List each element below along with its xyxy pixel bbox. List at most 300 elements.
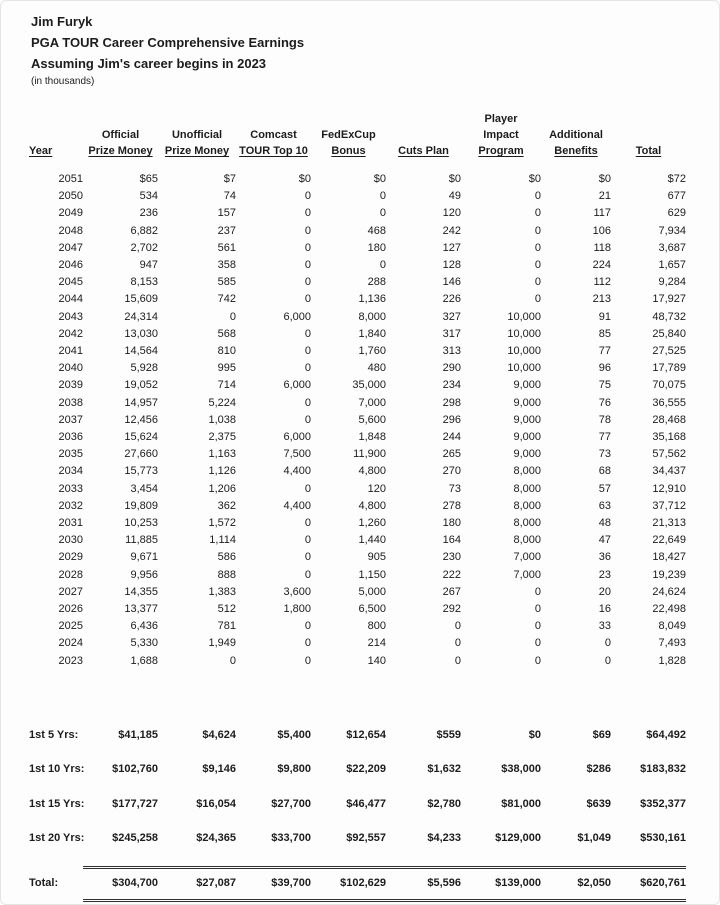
- value-cell: 23: [598, 568, 611, 581]
- value-cell: 0: [304, 327, 311, 340]
- value-cell: 14,957: [124, 396, 158, 409]
- value-cell: 3,687: [658, 241, 686, 254]
- year-cell: 2042: [58, 327, 83, 340]
- value-cell: 0: [304, 551, 311, 564]
- value-cell: 296: [442, 413, 461, 426]
- value-cell: 905: [367, 551, 386, 564]
- table-row: [29, 498, 686, 515]
- year-cell: 2033: [58, 482, 83, 495]
- column-header-additional-benefits: [541, 107, 611, 159]
- summary-value: $1,049: [577, 832, 611, 845]
- value-cell: 13,030: [124, 327, 158, 340]
- value-cell: 0: [454, 637, 461, 650]
- value-cell: 73: [448, 482, 461, 495]
- value-cell: 33: [598, 620, 611, 633]
- value-cell: 7,493: [658, 637, 686, 650]
- year-cell: 2025: [58, 620, 83, 633]
- value-cell: 164: [442, 534, 461, 547]
- value-cell: 36: [598, 551, 611, 564]
- value-cell: 1,383: [208, 585, 236, 598]
- value-cell: 7,000: [513, 568, 541, 581]
- year-cell: 2024: [58, 637, 83, 650]
- table-row: [29, 515, 686, 532]
- column-header-total: [611, 107, 686, 159]
- column-header-comcast-tour-top-10: [236, 107, 311, 159]
- value-cell: 0: [304, 517, 311, 530]
- value-cell: 1,150: [358, 568, 386, 581]
- summary-value: $102,760: [112, 763, 158, 776]
- value-cell: 888: [217, 568, 236, 581]
- summary-label: 1st 20 Yrs:: [29, 832, 85, 845]
- value-cell: 0: [534, 190, 541, 203]
- summary-value: $1,632: [427, 763, 461, 776]
- summary-value: $559: [436, 728, 461, 741]
- value-cell: 6,436: [130, 620, 158, 633]
- value-cell: 0: [304, 396, 311, 409]
- value-cell: 327: [442, 310, 461, 323]
- total-value: $39,700: [236, 867, 311, 900]
- value-cell: 3,454: [130, 482, 158, 495]
- value-cell: 5,224: [208, 396, 236, 409]
- year-cell: 2049: [58, 207, 83, 220]
- value-cell: 9,956: [130, 568, 158, 581]
- value-cell: 10,253: [124, 517, 158, 530]
- value-cell: 11,885: [125, 534, 158, 547]
- summary-section: [29, 670, 686, 901]
- units-note: (in thousands): [31, 76, 95, 87]
- header-line: Total: [635, 145, 662, 157]
- summary-value: $352,377: [640, 797, 686, 810]
- value-cell: 77: [598, 431, 611, 444]
- value-cell: 0: [379, 207, 386, 220]
- value-cell: 1,038: [208, 413, 236, 426]
- header-line: Comcast: [250, 129, 297, 141]
- header-line: Additional: [549, 129, 603, 141]
- table-row: [29, 481, 686, 498]
- value-cell: 146: [442, 276, 461, 289]
- value-cell: 7,500: [283, 448, 311, 461]
- value-cell: 236: [139, 207, 158, 220]
- value-cell: 27,525: [652, 345, 686, 358]
- value-cell: 8,000: [358, 310, 386, 323]
- value-cell: 781: [217, 620, 236, 633]
- value-cell: 0: [534, 637, 541, 650]
- column-header-fedexcup-bonus: [311, 107, 386, 159]
- value-cell: 9,000: [513, 448, 541, 461]
- value-cell: 0: [304, 276, 311, 289]
- value-cell: 14,564: [124, 345, 158, 358]
- value-cell: 0: [304, 568, 311, 581]
- summary-row: [29, 787, 686, 822]
- table-row: [29, 223, 686, 240]
- table-row: [29, 567, 686, 584]
- value-cell: 224: [592, 259, 611, 272]
- year-cell: 2044: [58, 293, 83, 306]
- value-cell: 77: [598, 345, 611, 358]
- table-row: [29, 360, 686, 377]
- value-cell: 9,000: [513, 396, 541, 409]
- summary-value: $12,654: [346, 728, 386, 741]
- table-row: [29, 205, 686, 222]
- summary-value: $64,492: [646, 728, 686, 741]
- table-row: [29, 257, 686, 274]
- value-cell: 1,572: [208, 517, 236, 530]
- value-cell: $65: [139, 173, 158, 185]
- summary-value: $286: [586, 763, 611, 776]
- value-cell: 222: [442, 568, 461, 581]
- value-cell: 91: [598, 310, 611, 323]
- value-cell: 1,163: [208, 448, 236, 461]
- earnings-table-header: [29, 107, 686, 171]
- total-value: $304,700: [83, 867, 158, 900]
- value-cell: 1,848: [358, 431, 386, 444]
- value-cell: 13,377: [124, 603, 158, 616]
- value-cell: 19,809: [124, 499, 158, 512]
- value-cell: 270: [442, 465, 461, 478]
- value-cell: 242: [442, 224, 461, 237]
- value-cell: 6,000: [283, 310, 311, 323]
- earnings-table: [29, 107, 686, 902]
- value-cell: 358: [217, 259, 236, 272]
- player-name: Jim Furyk: [31, 14, 93, 29]
- total-value: $139,000: [461, 867, 541, 900]
- value-cell: 6,000: [283, 431, 311, 444]
- value-cell: 0: [534, 224, 541, 237]
- table-row: [29, 291, 686, 308]
- header-line: Unofficial: [171, 129, 223, 141]
- value-cell: 35,168: [652, 431, 686, 444]
- summary-value: $2,780: [427, 797, 461, 810]
- table-row: [29, 532, 686, 549]
- summary-row: [29, 752, 686, 787]
- table-row: [29, 618, 686, 635]
- value-cell: 36,555: [652, 396, 686, 409]
- table-row: [29, 463, 686, 480]
- value-cell: 1,828: [658, 654, 686, 667]
- value-cell: $0: [528, 173, 541, 185]
- header-line: Prize Money: [88, 145, 153, 157]
- header-spacer: [29, 159, 686, 171]
- value-cell: 586: [217, 551, 236, 564]
- table-row: [29, 326, 686, 343]
- value-cell: 0: [379, 190, 386, 203]
- value-cell: 27,660: [124, 448, 158, 461]
- document-title: PGA TOUR Career Comprehensive Earnings: [31, 35, 305, 50]
- value-cell: 24,624: [652, 585, 686, 598]
- summary-value: $27,700: [271, 797, 311, 810]
- value-cell: 6,500: [358, 603, 386, 616]
- value-cell: 47: [598, 534, 611, 547]
- value-cell: 995: [217, 362, 236, 375]
- value-cell: 480: [367, 362, 386, 375]
- value-cell: 278: [442, 499, 461, 512]
- header-line: Bonus: [331, 145, 366, 157]
- value-cell: 290: [442, 362, 461, 375]
- table-row: [29, 309, 686, 326]
- value-cell: 947: [139, 259, 158, 272]
- year-cell: 2045: [58, 276, 83, 289]
- summary-value: $530,161: [640, 832, 686, 845]
- value-cell: 0: [534, 620, 541, 633]
- year-cell: 2026: [58, 603, 83, 616]
- value-cell: 68: [598, 465, 611, 478]
- value-cell: 17,789: [652, 362, 686, 375]
- value-cell: 106: [592, 224, 611, 237]
- summary-value: $639: [586, 797, 611, 810]
- total-value: $2,050: [541, 867, 611, 900]
- title-block: [31, 11, 719, 89]
- table-row: [29, 171, 686, 188]
- value-cell: 568: [217, 327, 236, 340]
- value-cell: 6,000: [283, 379, 311, 392]
- summary-spacer: [29, 670, 686, 718]
- value-cell: 0: [304, 482, 311, 495]
- column-header-official-prize-money: [83, 107, 158, 159]
- table-row: [29, 584, 686, 601]
- value-cell: 74: [223, 190, 236, 203]
- value-cell: 70,075: [652, 379, 686, 392]
- value-cell: 214: [367, 637, 386, 650]
- year-cell: 2035: [58, 448, 83, 461]
- summary-value: $245,258: [112, 832, 158, 845]
- value-cell: 1,840: [358, 327, 386, 340]
- value-cell: 585: [217, 276, 236, 289]
- value-cell: 73: [598, 448, 611, 461]
- value-cell: $0: [598, 173, 611, 185]
- value-cell: 20: [598, 585, 611, 598]
- total-value: $620,761: [611, 867, 686, 900]
- value-cell: 1,136: [358, 293, 386, 306]
- value-cell: 112: [593, 276, 611, 289]
- value-cell: 10,000: [507, 345, 541, 358]
- value-cell: 8,000: [513, 482, 541, 495]
- summary-value: $4,624: [202, 728, 236, 741]
- table-row: [29, 429, 686, 446]
- value-cell: 10,000: [507, 327, 541, 340]
- year-cell: 2047: [58, 241, 83, 254]
- value-cell: 0: [304, 241, 311, 254]
- earnings-rows: [29, 171, 686, 670]
- value-cell: 21,313: [652, 517, 686, 530]
- value-cell: 5,600: [358, 413, 386, 426]
- value-cell: 15,773: [124, 465, 158, 478]
- value-cell: 1,800: [283, 603, 311, 616]
- value-cell: 22,649: [652, 534, 686, 547]
- value-cell: 5,000: [358, 585, 386, 598]
- value-cell: 0: [304, 637, 311, 650]
- value-cell: 230: [442, 551, 461, 564]
- value-cell: 6,882: [130, 224, 158, 237]
- value-cell: 37,712: [652, 499, 686, 512]
- summary-row: [29, 718, 686, 753]
- value-cell: 0: [304, 362, 311, 375]
- value-cell: 57,562: [652, 448, 686, 461]
- value-cell: 28,468: [652, 413, 686, 426]
- year-cell: 2041: [58, 345, 83, 358]
- header-line: TOUR Top 10: [239, 145, 308, 157]
- value-cell: 16: [598, 603, 611, 616]
- value-cell: 0: [304, 620, 311, 633]
- value-cell: 1,126: [208, 465, 236, 478]
- value-cell: 0: [534, 241, 541, 254]
- value-cell: 4,800: [358, 465, 386, 478]
- value-cell: 85: [598, 327, 611, 340]
- value-cell: 15,609: [124, 293, 158, 306]
- total-value: $102,629: [311, 867, 386, 900]
- value-cell: 0: [454, 654, 461, 667]
- value-cell: 35,000: [352, 379, 386, 392]
- value-cell: 534: [139, 190, 158, 203]
- value-cell: 19,239: [652, 568, 686, 581]
- summary-value: $69: [592, 728, 611, 741]
- header-line: Impact: [483, 129, 519, 141]
- value-cell: 48: [598, 517, 611, 530]
- table-row: [29, 395, 686, 412]
- value-cell: 22,498: [652, 603, 686, 616]
- table-row: [29, 412, 686, 429]
- value-cell: 237: [217, 224, 236, 237]
- value-cell: 1,949: [208, 637, 236, 650]
- summary-value: $9,800: [277, 763, 311, 776]
- value-cell: 18,427: [652, 551, 686, 564]
- year-cell: 2029: [58, 551, 83, 564]
- header-line: Player: [484, 113, 518, 125]
- value-cell: 0: [304, 345, 311, 358]
- value-cell: 3,600: [283, 585, 311, 598]
- summary-value: $177,727: [112, 797, 158, 810]
- summary-value: $24,365: [196, 832, 236, 845]
- value-cell: 267: [442, 585, 461, 598]
- value-cell: 810: [217, 345, 236, 358]
- value-cell: 48,732: [652, 310, 686, 323]
- value-cell: 180: [442, 517, 461, 530]
- year-cell: 2051: [58, 173, 83, 185]
- header-line: Prize Money: [164, 145, 230, 157]
- value-cell: 10,000: [507, 310, 541, 323]
- summary-value: $33,700: [271, 832, 311, 845]
- summary-value: $9,146: [202, 763, 236, 776]
- value-cell: 0: [304, 413, 311, 426]
- year-cell: 2048: [58, 224, 83, 237]
- header-line: Program: [478, 145, 524, 157]
- value-cell: 11,900: [353, 448, 386, 461]
- value-cell: 0: [304, 293, 311, 306]
- header-line: Official: [101, 129, 140, 141]
- value-cell: 8,000: [513, 534, 541, 547]
- header-line: Benefits: [554, 145, 598, 157]
- value-cell: 49: [448, 190, 461, 203]
- value-cell: 0: [304, 190, 311, 203]
- value-cell: 265: [442, 448, 461, 461]
- value-cell: 0: [534, 276, 541, 289]
- value-cell: 742: [217, 293, 236, 306]
- value-cell: 0: [534, 259, 541, 272]
- value-cell: 0: [454, 620, 461, 633]
- value-cell: 14,355: [124, 585, 158, 598]
- value-cell: $7: [223, 173, 236, 185]
- value-cell: 1,760: [358, 345, 386, 358]
- value-cell: $0: [298, 173, 311, 185]
- summary-label: 1st 15 Yrs:: [29, 797, 85, 810]
- value-cell: 0: [534, 603, 541, 616]
- value-cell: 140: [367, 654, 386, 667]
- summary-value: $22,209: [346, 763, 386, 776]
- year-cell: 2030: [58, 534, 83, 547]
- value-cell: 1,260: [358, 517, 386, 530]
- total-value: $27,087: [158, 867, 236, 900]
- year-cell: 2050: [58, 190, 83, 203]
- header-line: Year: [29, 145, 53, 157]
- value-cell: 7,934: [658, 224, 686, 237]
- header-line: FedExCup: [321, 129, 376, 141]
- year-cell: 2037: [58, 413, 83, 426]
- summary-value: $81,000: [501, 797, 541, 810]
- value-cell: 127: [442, 241, 461, 254]
- value-cell: 157: [217, 207, 236, 220]
- table-row: [29, 377, 686, 394]
- value-cell: 213: [592, 293, 611, 306]
- summary-value: $5,400: [277, 728, 311, 741]
- value-cell: 2,375: [208, 431, 236, 444]
- summary-label: 1st 10 Yrs:: [29, 763, 85, 776]
- total-label: Total:: [29, 877, 59, 890]
- value-cell: 362: [217, 499, 236, 512]
- value-cell: 78: [598, 413, 611, 426]
- summary-value: $16,054: [196, 797, 236, 810]
- value-cell: 34,437: [652, 465, 686, 478]
- value-cell: 5,928: [130, 362, 158, 375]
- table-row: [29, 240, 686, 257]
- value-cell: 180: [367, 241, 386, 254]
- year-cell: 2027: [58, 585, 83, 598]
- value-cell: 512: [217, 603, 236, 616]
- value-cell: 9,000: [513, 379, 541, 392]
- table-row: [29, 343, 686, 360]
- value-cell: 8,153: [130, 276, 158, 289]
- value-cell: 15,624: [124, 431, 158, 444]
- column-header-cuts-plan: [386, 107, 461, 159]
- value-cell: 120: [367, 482, 386, 495]
- value-cell: 0: [304, 207, 311, 220]
- year-cell: 2036: [58, 431, 83, 444]
- year-cell: 2023: [58, 654, 83, 667]
- value-cell: 2,702: [130, 241, 158, 254]
- value-cell: 9,000: [513, 413, 541, 426]
- year-cell: 2031: [58, 517, 83, 530]
- value-cell: 5,330: [130, 637, 158, 650]
- summary-value: $4,233: [427, 832, 461, 845]
- value-cell: 0: [534, 207, 541, 220]
- value-cell: 0: [304, 654, 311, 667]
- year-cell: 2034: [58, 465, 83, 478]
- value-cell: 292: [442, 603, 461, 616]
- value-cell: 288: [367, 276, 386, 289]
- value-cell: 9,000: [513, 431, 541, 444]
- value-cell: 317: [442, 327, 461, 340]
- value-cell: 21: [598, 190, 611, 203]
- value-cell: 234: [442, 379, 461, 392]
- value-cell: 0: [304, 259, 311, 272]
- value-cell: 226: [442, 293, 461, 306]
- column-header-year: [29, 107, 83, 159]
- value-cell: 96: [598, 362, 611, 375]
- value-cell: 128: [442, 259, 461, 272]
- summary-value: $38,000: [501, 763, 541, 776]
- year-cell: 2046: [58, 259, 83, 272]
- value-cell: 7,000: [513, 551, 541, 564]
- value-cell: 19,052: [124, 379, 158, 392]
- value-cell: 17,927: [652, 293, 686, 306]
